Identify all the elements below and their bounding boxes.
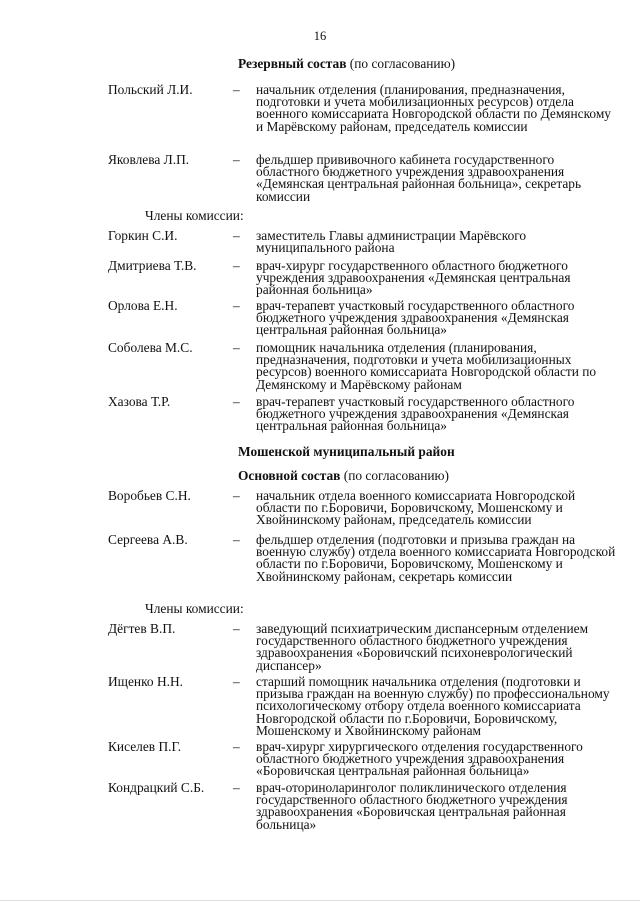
dash: – xyxy=(233,674,240,689)
member-name: Дёгтев В.П. xyxy=(108,621,176,636)
member-position: врач-оториноларинголог поликлинического отделения государственного областного бюджетного учреждения здравоохранения «Боровичская центральная районная больница» xyxy=(256,780,568,832)
page-bottom-edge xyxy=(0,900,640,901)
member-name: Польский Л.И. xyxy=(108,82,193,97)
district-heading: Мошенской муниципальный район xyxy=(238,444,455,459)
members-label: Члены комиссии: xyxy=(145,601,244,616)
dash: – xyxy=(233,340,240,355)
member-row xyxy=(108,676,618,737)
member-row xyxy=(108,623,618,672)
dash: – xyxy=(233,228,240,243)
members-label: Члены комиссии: xyxy=(145,208,244,223)
member-name: Воробьев С.Н. xyxy=(108,488,191,503)
member-row xyxy=(108,84,618,133)
dash: – xyxy=(233,621,240,636)
dash: – xyxy=(233,152,240,167)
dash: – xyxy=(233,82,240,97)
member-position: врач-хирург хирургического отделения государственного областного бюджетного учреждения здравоохранения «Боровичская центральная районная больница» xyxy=(256,739,583,779)
member-name: Горкин С.И. xyxy=(108,228,178,243)
dash: – xyxy=(233,780,240,795)
page-number: 16 xyxy=(313,29,327,43)
member-row xyxy=(108,230,618,254)
dash: – xyxy=(233,298,240,313)
member-position: врач-хирург государственного областного бюджетного учреждения здравоохранения «Демянская центральная районная больница» xyxy=(256,258,571,298)
member-name: Дмитриева Т.В. xyxy=(108,258,197,273)
member-name: Ищенко Н.Н. xyxy=(108,674,183,689)
member-row xyxy=(108,782,618,831)
member-row xyxy=(108,741,618,778)
dash: – xyxy=(233,488,240,503)
member-name: Киселев П.Г. xyxy=(108,739,182,754)
member-name: Кондрацкий С.Б. xyxy=(108,780,205,795)
member-position: заместитель Главы администрации Марёвского муниципального района xyxy=(256,228,527,256)
member-row xyxy=(108,342,618,391)
member-row xyxy=(108,300,618,337)
section-heading-reserve: Резервный состав (по согласованию) xyxy=(238,56,456,71)
section-heading-main: Основной состав (по согласованию) xyxy=(238,468,450,483)
dash: – xyxy=(233,394,240,409)
member-position: начальник отделения (планирования, предназначения, подготовки и учета мобилизационных ресурсов) отдела военного комиссариата Новгородской области по Демянскому и Марёвскому районам, председатель комиссии xyxy=(256,82,611,134)
member-row xyxy=(108,260,618,297)
dash: – xyxy=(233,258,240,273)
dash: – xyxy=(233,532,240,547)
member-position: начальник отдела военного комиссариата Новгородской области по г.Боровичи, Боровичскому, Мошенскому и Хвойнинскому районам, председатель комиссии xyxy=(256,488,576,528)
member-row xyxy=(108,490,618,527)
member-name: Яковлева Л.П. xyxy=(108,152,190,167)
member-name: Хазова Т.Р. xyxy=(108,394,171,409)
member-position: фельдшер прививочного кабинета государственного областного бюджетного учреждения здравоохранения «Демянская центральная районная больница», секретарь комиссии xyxy=(256,152,582,204)
member-position: старший помощник начальника отделения (подготовки и призыва граждан на военную службу) по профессиональному психологическому отбору отдела военного комиссариата Новгородской области по г.Боровичи, Боровичскому, Мошенскому и Хвойнинскому районам xyxy=(256,674,610,738)
member-row xyxy=(108,396,618,433)
member-position: помощник начальника отделения (планирования, предназначения, подготовки и учета мобилизационных ресурсов) военного комиссариата Новгородской области по Демянскому и Марёвскому районам xyxy=(256,340,597,392)
dash: – xyxy=(233,739,240,754)
member-position: заведующий психиатрическим диспансерным отделением государственного областного бюджетного учреждения здравоохранения «Боровичский психоневрологический диспансер» xyxy=(256,621,589,673)
member-row xyxy=(108,534,618,583)
member-position: врач-терапевт участковый государственного областного бюджетного учреждения здравоохранения «Демянская центральная районная больница» xyxy=(256,298,575,338)
member-name: Соболева М.С. xyxy=(108,340,193,355)
member-name: Сергеева А.В. xyxy=(108,532,188,547)
member-name: Орлова Е.Н. xyxy=(108,298,178,313)
member-row xyxy=(108,154,618,203)
member-position: врач-терапевт участковый государственного областного бюджетного учреждения здравоохранения «Демянская центральная районная больница» xyxy=(256,394,575,434)
member-position: фельдшер отделения (подготовки и призыва граждан на военную службу) отдела военного комиссариата Новгородской области по г.Боровичи, Боровичскому, Мошенскому и Хвойнинскому районам, секретарь комиссии xyxy=(256,532,616,584)
